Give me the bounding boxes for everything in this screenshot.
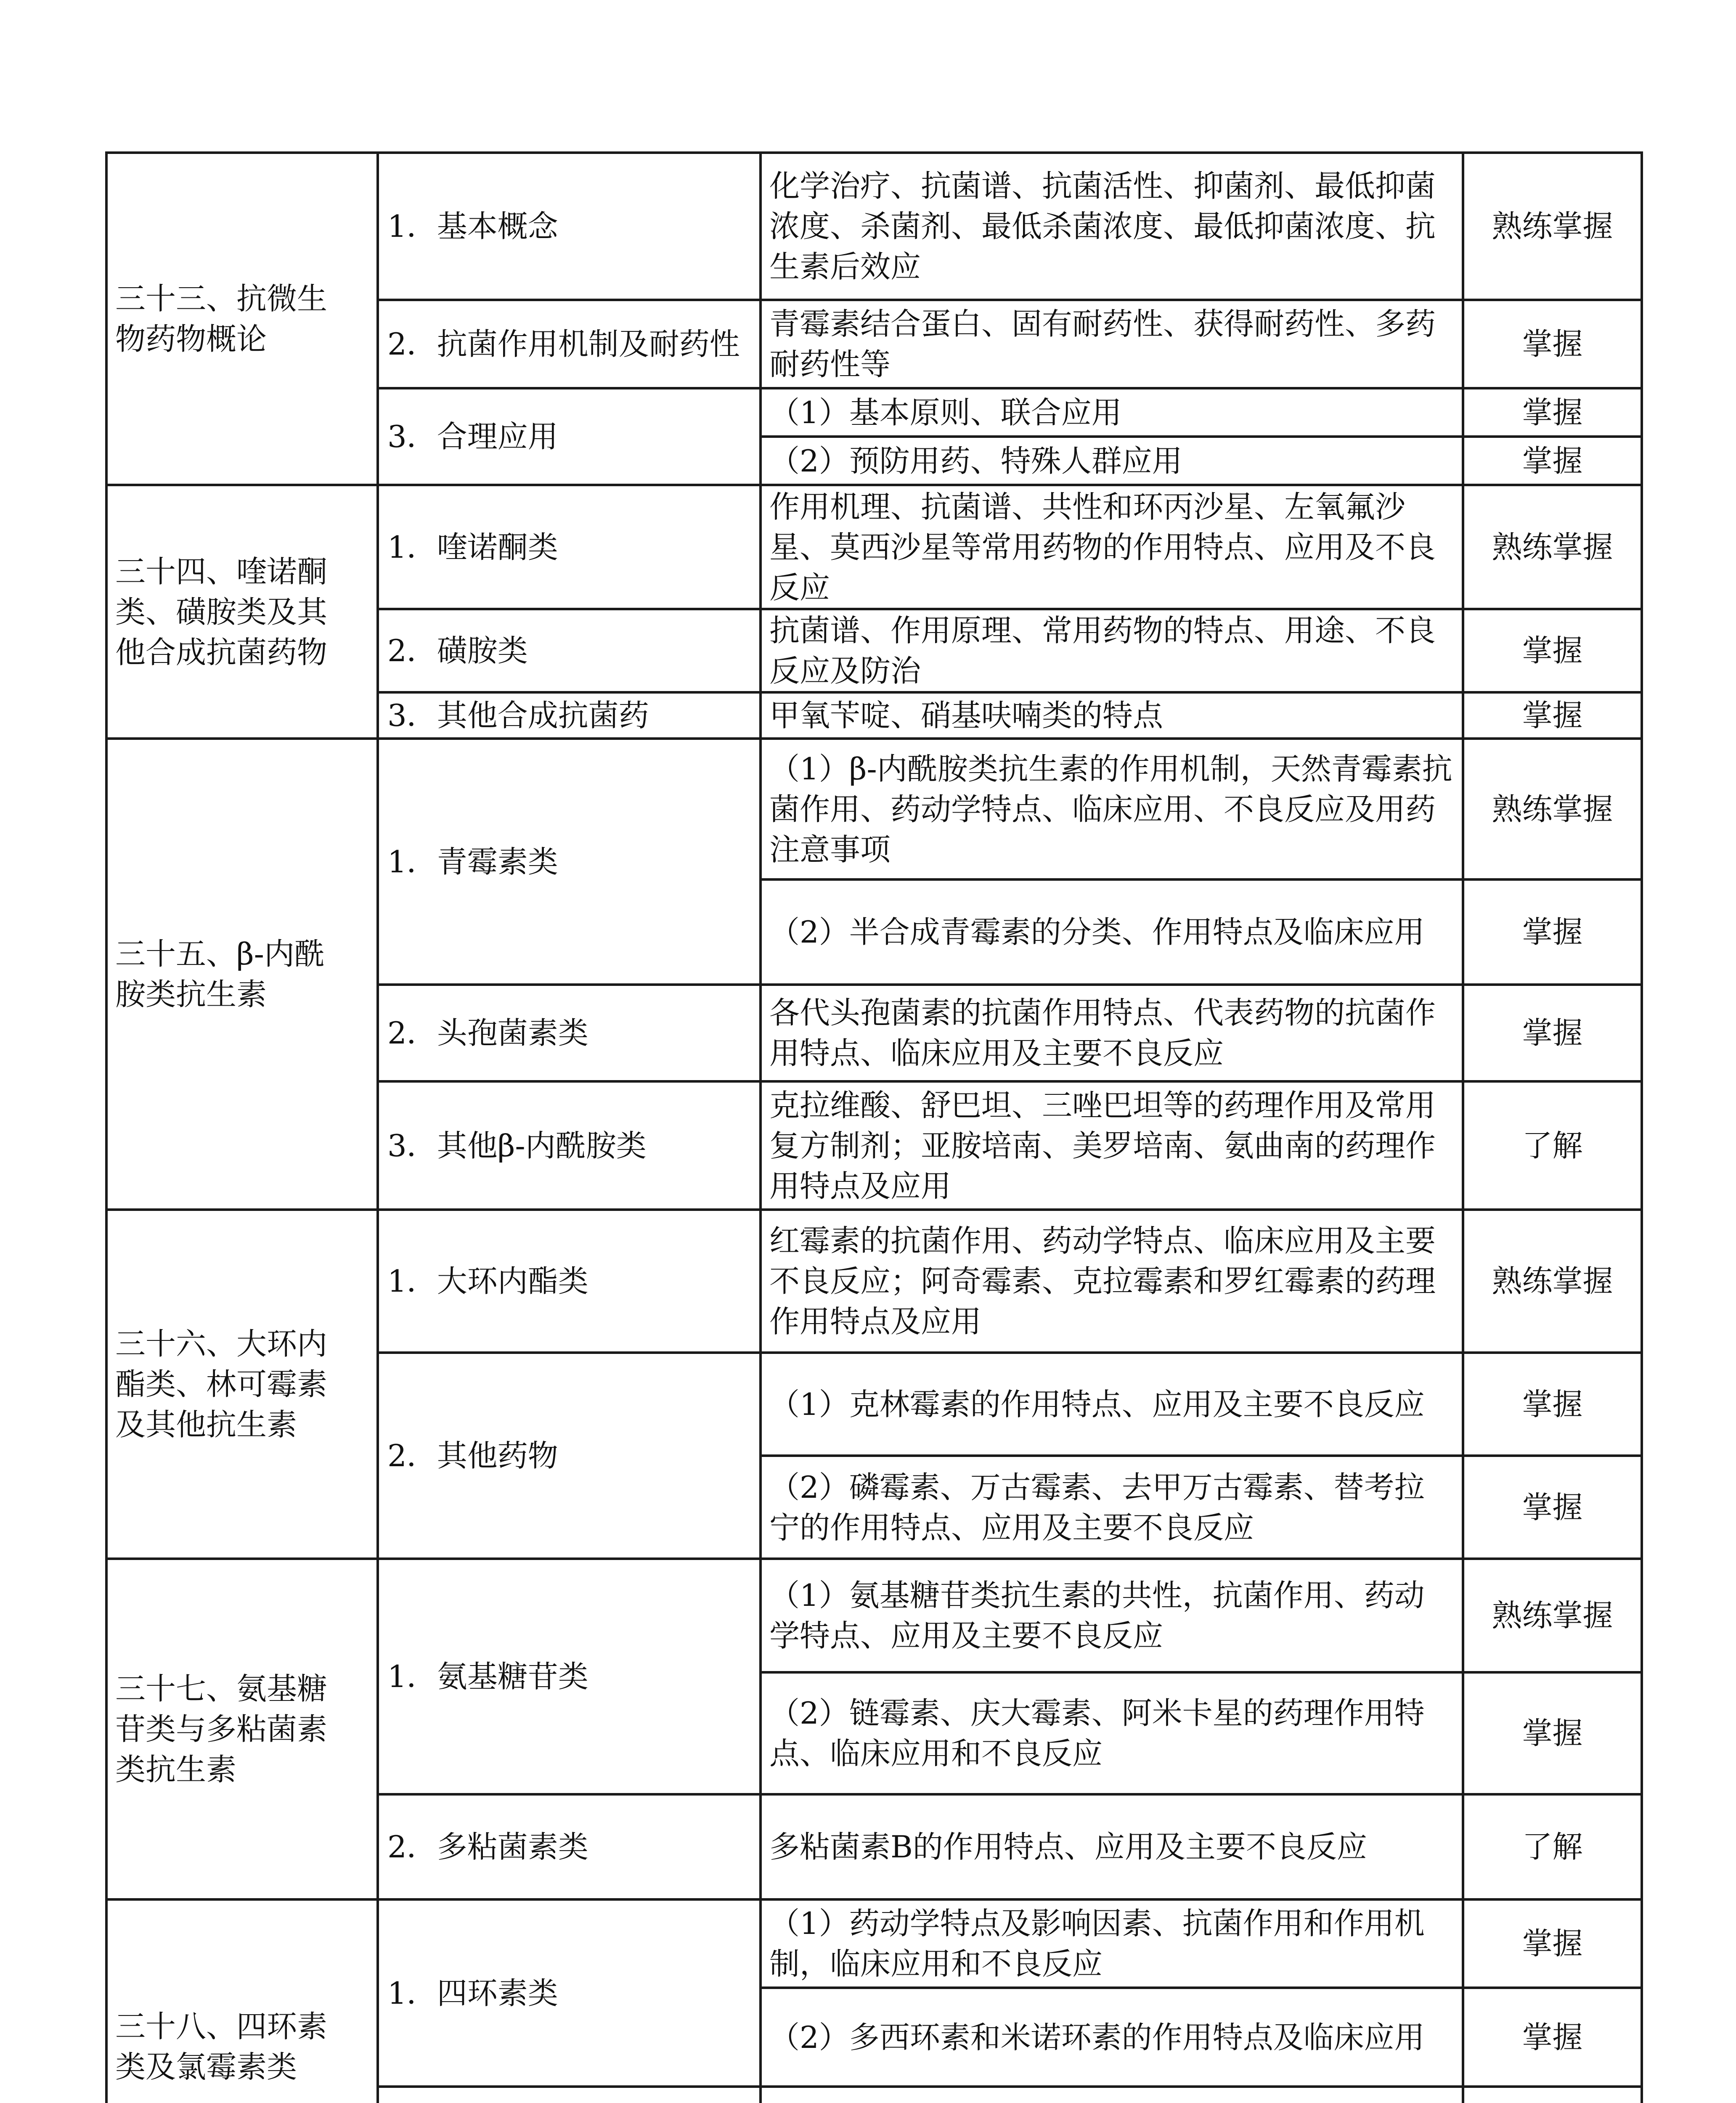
requirement-cell: 熟练掌握 — [1463, 739, 1642, 879]
key-point-cell: 化学治疗、抗菌谱、抗菌活性、抑菌剂、最低抑菌浓度、杀菌剂、最低杀菌浓度、最低抑菌浓度、抗生素后效应 — [761, 153, 1463, 300]
unit-cell: 三十五、β-内酰胺类抗生素 — [106, 739, 378, 1210]
key-point-cell: （2）链霉素、庆大霉素、阿米卡星的药理作用特点、临床应用和不良反应 — [761, 1672, 1463, 1794]
syllabus-table — [105, 151, 1643, 2103]
element-cell — [378, 2087, 761, 2103]
key-point-cell: 多粘菌素B的作用特点、应用及主要不良反应 — [761, 1794, 1463, 1899]
table-row — [106, 1210, 1642, 1353]
key-point-cell: （1）β-内酰胺类抗生素的作用机制，天然青霉素抗菌作用、药动学特点、临床应用、不良反应及用药注意事项 — [761, 739, 1463, 879]
key-point-cell: （2）磷霉素、万古霉素、去甲万古霉素、替考拉宁的作用特点、应用及主要不良反应 — [761, 1456, 1463, 1559]
requirement-cell: 掌握 — [1463, 1456, 1642, 1559]
unit-cell: 三十三、抗微生物药物概论 — [106, 153, 378, 485]
requirement-cell — [1463, 2087, 1642, 2103]
unit-cell: 三十四、喹诺酮类、磺胺类及其他合成抗菌药物 — [106, 485, 378, 739]
requirement-cell: 掌握 — [1463, 1899, 1642, 1988]
requirement-cell: 掌握 — [1463, 300, 1642, 388]
requirement-cell: 熟练掌握 — [1463, 1210, 1642, 1353]
requirement-cell: 了解 — [1463, 1794, 1642, 1899]
unit-cell: 三十八、四环素类及氯霉素类 — [106, 1899, 378, 2103]
key-point-cell: （1）药动学特点及影响因素、抗菌作用和作用机制，临床应用和不良反应 — [761, 1899, 1463, 1988]
requirement-cell: 熟练掌握 — [1463, 153, 1642, 300]
requirement-cell: 熟练掌握 — [1463, 1559, 1642, 1672]
requirement-cell: 掌握 — [1463, 985, 1642, 1081]
element-cell: 3．合理应用 — [378, 388, 761, 485]
element-cell: 2．磺胺类 — [378, 609, 761, 692]
table-row — [106, 739, 1642, 879]
requirement-cell: 掌握 — [1463, 1672, 1642, 1794]
requirement-cell: 熟练掌握 — [1463, 485, 1642, 609]
syllabus-table-body — [106, 153, 1642, 2103]
element-cell: 2．抗菌作用机制及耐药性 — [378, 300, 761, 388]
key-point-cell: （2）多西环素和米诺环素的作用特点及临床应用 — [761, 1988, 1463, 2087]
table-row — [106, 485, 1642, 609]
requirement-cell: 掌握 — [1463, 1353, 1642, 1456]
key-point-cell: （1）基本原则、联合应用 — [761, 388, 1463, 437]
element-cell: 1．喹诺酮类 — [378, 485, 761, 609]
key-point-cell: 青霉素结合蛋白、固有耐药性、获得耐药性、多药耐药性等 — [761, 300, 1463, 388]
unit-cell: 三十六、大环内酯类、林可霉素及其他抗生素 — [106, 1210, 378, 1559]
element-cell: 2．其他药物 — [378, 1353, 761, 1559]
unit-cell: 三十七、氨基糖苷类与多粘菌素类抗生素 — [106, 1559, 378, 1899]
element-cell: 1．四环素类 — [378, 1899, 761, 2087]
key-point-cell: （2）半合成青霉素的分类、作用特点及临床应用 — [761, 879, 1463, 985]
key-point-cell: （2）预防用药、特殊人群应用 — [761, 437, 1463, 485]
key-point-cell: 抗菌谱、作用原理、常用药物的特点、用途、不良反应及防治 — [761, 609, 1463, 692]
element-cell: 1．氨基糖苷类 — [378, 1559, 761, 1794]
element-cell: 1．大环内酯类 — [378, 1210, 761, 1353]
element-cell: 1．青霉素类 — [378, 739, 761, 985]
element-cell: 2．头孢菌素类 — [378, 985, 761, 1081]
key-point-cell: 克拉维酸、舒巴坦、三唑巴坦等的药理作用及常用复方制剂；亚胺培南、美罗培南、氨曲南的药理作用特点及应用 — [761, 1081, 1463, 1210]
table-row — [106, 1899, 1642, 1988]
key-point-cell: （1）克林霉素的作用特点、应用及主要不良反应 — [761, 1353, 1463, 1456]
key-point-cell: 甲氧苄啶、硝基呋喃类的特点 — [761, 692, 1463, 739]
table-row — [106, 1559, 1642, 1672]
element-cell: 3．其他合成抗菌药 — [378, 692, 761, 739]
requirement-cell: 掌握 — [1463, 388, 1642, 437]
key-point-cell: 红霉素的抗菌作用、药动学特点、临床应用及主要不良反应；阿奇霉素、克拉霉素和罗红霉素的药理作用特点及应用 — [761, 1210, 1463, 1353]
requirement-cell: 掌握 — [1463, 1988, 1642, 2087]
requirement-cell: 掌握 — [1463, 879, 1642, 985]
table-row — [106, 153, 1642, 300]
element-cell: 2．多粘菌素类 — [378, 1794, 761, 1899]
key-point-cell: 作用机理、抗菌谱、共性和环丙沙星、左氧氟沙星、莫西沙星等常用药物的作用特点、应用及不良反应 — [761, 485, 1463, 609]
requirement-cell: 掌握 — [1463, 609, 1642, 692]
key-point-cell: 各代头孢菌素的抗菌作用特点、代表药物的抗菌作用特点、临床应用及主要不良反应 — [761, 985, 1463, 1081]
key-point-cell: （1）氨基糖苷类抗生素的共性，抗菌作用、药动学特点、应用及主要不良反应 — [761, 1559, 1463, 1672]
requirement-cell: 掌握 — [1463, 437, 1642, 485]
key-point-cell — [761, 2087, 1463, 2103]
requirement-cell: 了解 — [1463, 1081, 1642, 1210]
element-cell: 1．基本概念 — [378, 153, 761, 300]
requirement-cell: 掌握 — [1463, 692, 1642, 739]
element-cell: 3．其他β-内酰胺类 — [378, 1081, 761, 1210]
